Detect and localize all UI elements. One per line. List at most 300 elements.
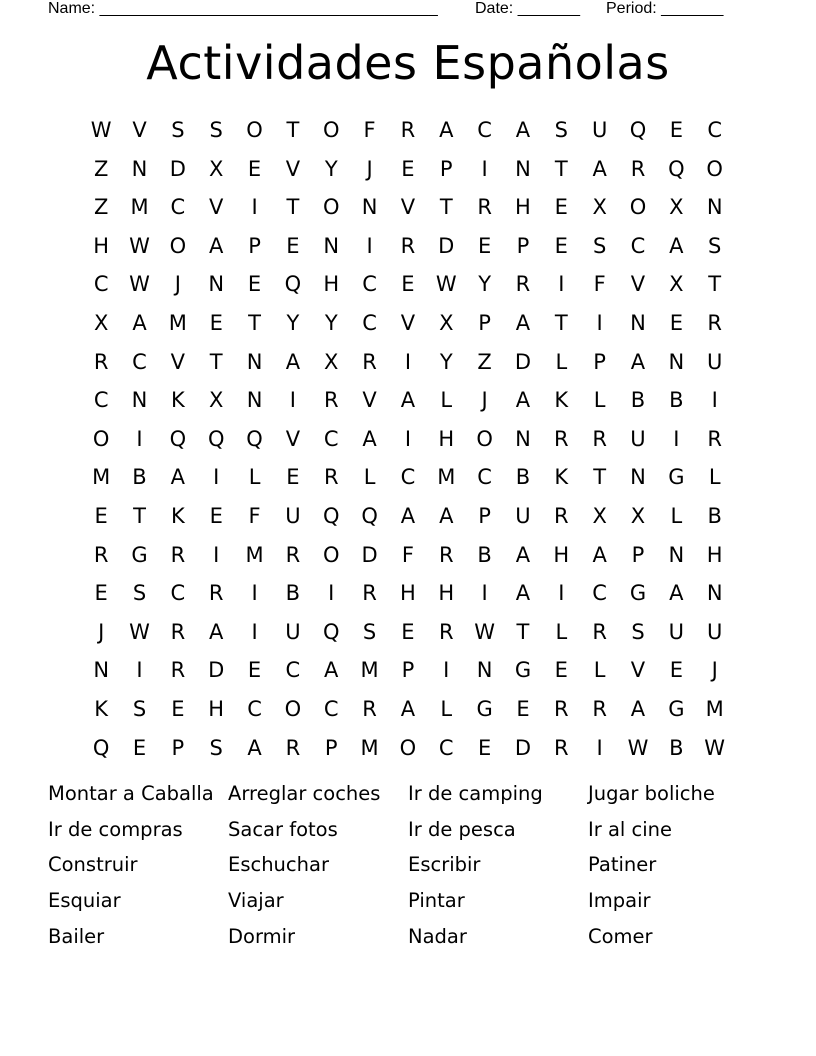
grid-letter[interactable]: C [170, 195, 186, 220]
grid-letter[interactable]: T [516, 619, 530, 644]
grid-letter[interactable]: R [170, 658, 186, 683]
grid-letter[interactable]: E [477, 735, 492, 760]
grid-letter[interactable]: P [593, 349, 606, 374]
grid-letter[interactable]: X [630, 503, 646, 528]
grid-letter[interactable]: A [362, 426, 377, 451]
grid-letter[interactable]: V [170, 349, 186, 374]
grid-letter[interactable]: H [400, 581, 416, 606]
grid-letter[interactable]: N [476, 658, 493, 683]
grid-letter[interactable]: R [554, 735, 569, 760]
grid-letter[interactable]: E [286, 233, 300, 258]
grid-letter[interactable]: E [401, 272, 415, 297]
grid-letter[interactable]: R [170, 619, 186, 644]
grid-row [82, 613, 734, 652]
grid-letter[interactable]: E [132, 735, 147, 760]
grid-letter[interactable]: E [401, 619, 415, 644]
grid-letter[interactable]: C [630, 233, 646, 258]
grid-letter[interactable]: H [208, 696, 225, 721]
grid-letter[interactable]: C [707, 118, 722, 142]
grid-letter[interactable]: Q [169, 426, 187, 451]
grid-letter[interactable]: O [322, 195, 340, 220]
grid-letter[interactable]: G [668, 696, 685, 721]
grid-letter[interactable]: H [438, 426, 455, 451]
grid-letter[interactable]: Z [93, 156, 109, 181]
grid-letter[interactable]: R [93, 349, 109, 374]
grid-letter[interactable]: A [209, 619, 224, 644]
grid-letter[interactable]: I [673, 426, 680, 451]
grid-letter[interactable]: E [516, 696, 530, 721]
grid-letter[interactable]: T [286, 118, 300, 142]
grid-letter[interactable]: W [129, 619, 150, 644]
grid-letter[interactable]: I [136, 658, 143, 683]
grid-letter[interactable]: U [285, 619, 301, 644]
grid-letter[interactable]: O [284, 696, 302, 721]
grid-letter[interactable]: O [169, 233, 187, 258]
grid-letter[interactable]: O [322, 118, 340, 142]
grid-letter[interactable]: G [668, 465, 685, 490]
grid-letter[interactable]: C [285, 658, 301, 683]
grid-letter[interactable]: C [132, 349, 147, 374]
grid-letter[interactable]: O [92, 426, 110, 451]
grid-letter[interactable]: D [361, 542, 378, 567]
grid-letter[interactable]: Y [478, 272, 492, 297]
grid-letter[interactable]: O [706, 156, 723, 181]
grid-letter[interactable]: A [439, 118, 454, 142]
grid-letter[interactable]: R [554, 426, 569, 451]
grid-letter[interactable]: R [592, 426, 607, 451]
grid-letter[interactable]: R [554, 503, 569, 528]
grid-letter[interactable]: N [706, 581, 723, 606]
grid-letter[interactable]: G [476, 696, 493, 721]
grid-letter[interactable]: R [400, 233, 416, 258]
grid-letter[interactable]: N [515, 156, 531, 181]
grid-letter[interactable]: C [93, 388, 109, 413]
grid-letter[interactable]: A [439, 503, 454, 528]
grid-letter[interactable]: W [627, 735, 649, 760]
grid-letter[interactable]: V [285, 426, 301, 451]
grid-letter[interactable]: R [170, 542, 186, 567]
grid-letter[interactable]: H [515, 195, 531, 220]
grid-letter[interactable]: V [209, 195, 224, 220]
date-field-label[interactable]: Date: _______ [475, 0, 580, 17]
grid-letter[interactable]: S [132, 696, 147, 721]
grid-letter[interactable]: I [213, 465, 220, 490]
grid-letter[interactable]: A [592, 156, 607, 181]
grid-letter[interactable]: I [558, 272, 565, 297]
grid-letter[interactable]: A [515, 310, 531, 335]
grid-letter[interactable]: Q [92, 735, 110, 760]
grid-letter[interactable]: B [132, 465, 147, 490]
grid-letter[interactable]: M [92, 465, 111, 490]
grid-letter[interactable]: N [246, 388, 263, 413]
grid-letter[interactable]: V [362, 388, 377, 413]
grid-letter[interactable]: C [170, 581, 186, 606]
grid-letter[interactable]: A [515, 388, 531, 413]
grid-letter[interactable]: R [400, 118, 416, 142]
grid-letter[interactable]: R [323, 388, 339, 413]
grid-letter[interactable]: P [516, 233, 530, 258]
grid-letter[interactable]: D [169, 156, 186, 181]
word-list-item: Montar a Caballa [48, 782, 214, 805]
grid-letter[interactable]: R [362, 696, 377, 721]
grid-letter[interactable]: Y [286, 310, 300, 335]
grid-letter[interactable]: U [706, 619, 723, 644]
grid-letter[interactable]: A [400, 388, 416, 413]
grid-letter[interactable]: X [209, 388, 224, 413]
grid-letter[interactable]: M [245, 542, 264, 567]
grid-letter[interactable]: D [438, 233, 455, 258]
grid-letter[interactable]: F [593, 272, 606, 297]
grid-letter[interactable]: A [170, 465, 186, 490]
grid-letter[interactable]: C [592, 581, 607, 606]
grid-letter[interactable]: A [669, 233, 684, 258]
grid-letter[interactable]: D [208, 658, 225, 683]
grid-letter[interactable]: W [129, 233, 150, 258]
grid-letter[interactable]: I [213, 542, 220, 567]
grid-letter[interactable]: E [554, 658, 568, 683]
grid-letter[interactable]: K [170, 503, 185, 528]
grid-letter[interactable]: B [707, 503, 722, 528]
grid-letter[interactable]: Z [477, 349, 492, 374]
grid-letter[interactable]: B [515, 465, 531, 490]
grid-letter[interactable]: S [631, 619, 645, 644]
grid-letter[interactable]: X [93, 310, 109, 335]
grid-letter[interactable]: C [247, 696, 262, 721]
grid-letter[interactable]: H [93, 233, 110, 258]
grid-letter[interactable]: E [247, 658, 262, 683]
grid-letter[interactable]: N [630, 310, 646, 335]
grid-letter[interactable]: L [555, 619, 568, 644]
grid-letter[interactable]: S [132, 581, 147, 606]
grid-letter[interactable]: Q [668, 156, 685, 181]
grid-letter[interactable]: N [131, 156, 148, 181]
grid-letter[interactable]: I [251, 581, 258, 606]
grid-letter[interactable]: L [248, 465, 261, 490]
grid-letter[interactable]: X [439, 310, 454, 335]
grid-letter[interactable]: A [515, 581, 531, 606]
grid-letter[interactable]: S [708, 233, 722, 258]
grid-letter[interactable]: J [174, 272, 181, 297]
grid-letter[interactable]: Q [322, 503, 340, 528]
grid-letter[interactable]: K [94, 696, 109, 721]
grid-letter[interactable]: R [285, 542, 301, 567]
grid-letter[interactable]: H [553, 542, 570, 567]
grid-letter[interactable]: E [669, 310, 683, 335]
grid-letter[interactable]: V [285, 156, 301, 181]
grid-letter[interactable]: B [285, 581, 301, 606]
grid-letter[interactable]: M [705, 696, 724, 721]
grid-letter[interactable]: W [435, 272, 457, 297]
grid-letter[interactable]: Q [629, 118, 647, 142]
grid-letter[interactable]: Y [324, 310, 338, 335]
grid-letter[interactable]: H [323, 272, 340, 297]
grid-letter[interactable]: N [361, 195, 378, 220]
grid-letter[interactable]: R [554, 696, 569, 721]
grid-letter[interactable]: S [554, 118, 568, 142]
grid-letter[interactable]: E [477, 233, 492, 258]
grid-letter[interactable]: S [592, 233, 607, 258]
grid-letter[interactable]: Q [361, 503, 378, 528]
grid-letter[interactable]: N [630, 465, 646, 490]
grid-letter[interactable]: D [514, 735, 532, 760]
grid-letter[interactable]: Q [284, 272, 302, 297]
grid-letter[interactable]: U [706, 349, 723, 374]
grid-letter[interactable]: R [515, 272, 531, 297]
grid-letter[interactable]: S [171, 118, 185, 142]
grid-letter[interactable]: I [251, 619, 258, 644]
grid-letter[interactable]: T [554, 310, 568, 335]
grid-letter[interactable]: E [247, 156, 262, 181]
grid-letter[interactable]: O [399, 735, 417, 760]
grid-letter[interactable]: I [711, 388, 718, 413]
grid-letter[interactable]: C [93, 272, 109, 297]
grid-letter[interactable]: E [554, 195, 568, 220]
grid-letter[interactable]: W [129, 272, 150, 297]
grid-letter[interactable]: M [168, 310, 187, 335]
grid-letter[interactable]: T [209, 349, 223, 374]
grid-letter[interactable]: J [366, 156, 373, 181]
grid-letter[interactable]: L [593, 658, 606, 683]
grid-letter[interactable]: I [366, 233, 373, 258]
grid-letter[interactable]: J [98, 619, 105, 644]
grid-letter[interactable]: S [209, 735, 223, 760]
grid-letter[interactable]: T [554, 156, 568, 181]
grid-letter[interactable]: J [711, 658, 718, 683]
grid-letter[interactable]: C [477, 118, 492, 142]
grid-letter[interactable]: C [400, 465, 416, 490]
grid-letter[interactable]: R [362, 349, 377, 374]
grid-letter[interactable]: A [324, 658, 339, 683]
grid-letter[interactable]: F [401, 542, 414, 567]
grid-letter[interactable]: M [360, 658, 379, 683]
grid-letter[interactable]: X [669, 272, 684, 297]
grid-letter[interactable]: Z [93, 195, 109, 220]
grid-letter[interactable]: Q [246, 426, 263, 451]
grid-letter[interactable]: J [481, 388, 488, 413]
grid-letter[interactable]: K [554, 465, 569, 490]
grid-letter[interactable]: V [400, 195, 416, 220]
grid-letter[interactable]: I [481, 156, 488, 181]
grid-letter[interactable]: V [630, 658, 646, 683]
grid-letter[interactable]: T [248, 310, 261, 335]
grid-letter[interactable]: E [209, 310, 223, 335]
grid-letter[interactable]: E [669, 658, 683, 683]
grid-letter[interactable]: P [401, 658, 415, 683]
grid-letter[interactable]: P [439, 156, 453, 181]
grid-letter[interactable]: R [362, 581, 377, 606]
grid-letter[interactable]: N [668, 349, 685, 374]
grid-letter[interactable]: E [286, 465, 300, 490]
grid-letter[interactable]: E [94, 581, 108, 606]
grid-letter[interactable]: A [132, 310, 147, 335]
grid-letter[interactable]: V [132, 118, 147, 142]
grid-letter[interactable]: N [323, 233, 340, 258]
grid-letter[interactable]: R [592, 619, 607, 644]
grid-row [82, 690, 734, 729]
grid-letter[interactable]: N [208, 272, 225, 297]
grid-letter[interactable]: X [669, 195, 684, 220]
grid-letter[interactable]: I [558, 581, 565, 606]
grid-letter[interactable]: A [400, 696, 416, 721]
grid-letter[interactable]: E [247, 272, 262, 297]
grid-letter[interactable]: I [404, 349, 412, 374]
grid-letter[interactable]: I [328, 581, 335, 606]
grid-letter[interactable]: I [136, 426, 143, 451]
grid-letter[interactable]: E [171, 696, 185, 721]
grid-letter[interactable]: E [94, 503, 108, 528]
grid-letter[interactable]: A [285, 349, 301, 374]
grid-letter[interactable]: C [477, 465, 492, 490]
grid-letter[interactable]: A [515, 118, 531, 142]
grid-letter[interactable]: C [362, 310, 377, 335]
grid-letter[interactable]: M [130, 195, 149, 220]
grid-letter[interactable]: S [362, 619, 377, 644]
grid-letter[interactable]: A [247, 735, 262, 760]
period-field-label[interactable]: Period: _______ [606, 0, 724, 17]
grid-letter[interactable]: E [554, 233, 568, 258]
grid-letter[interactable]: U [515, 503, 531, 528]
grid-letter[interactable]: N [706, 195, 723, 220]
grid-letter[interactable]: A [515, 542, 531, 567]
grid-letter[interactable]: Q [322, 619, 340, 644]
grid-letter[interactable]: P [478, 310, 491, 335]
grid-letter[interactable]: E [401, 156, 415, 181]
grid-letter[interactable]: A [400, 503, 416, 528]
grid-letter[interactable]: C [323, 426, 339, 451]
grid-letter[interactable]: P [478, 503, 491, 528]
grid-letter[interactable]: I [251, 195, 258, 220]
grid-letter[interactable]: R [477, 195, 492, 220]
grid-letter[interactable]: L [670, 503, 683, 528]
grid-letter[interactable]: U [285, 503, 301, 528]
grid-letter[interactable]: B [630, 388, 646, 413]
grid-letter[interactable]: K [170, 388, 185, 413]
grid-letter[interactable]: X [592, 195, 607, 220]
grid-letter[interactable]: O [476, 426, 493, 451]
grid-letter[interactable]: H [438, 581, 455, 606]
grid-letter[interactable]: N [246, 349, 263, 374]
grid-letter[interactable]: L [708, 465, 721, 490]
grid-letter[interactable]: C [362, 272, 377, 297]
grid-letter[interactable]: R [707, 426, 722, 451]
grid-letter[interactable]: N [93, 658, 110, 683]
grid-letter[interactable]: N [131, 388, 148, 413]
grid-letter[interactable]: B [477, 542, 492, 567]
grid-letter[interactable]: S [209, 118, 223, 142]
grid-row [82, 111, 734, 150]
grid-letter[interactable]: D [514, 349, 532, 374]
grid-letter[interactable]: T [439, 195, 453, 220]
grid-letter[interactable]: X [592, 503, 607, 528]
grid-letter[interactable]: K [554, 388, 569, 413]
grid-letter[interactable]: I [404, 426, 412, 451]
grid-letter[interactable]: R [630, 156, 646, 181]
grid-letter[interactable]: F [363, 118, 376, 142]
grid-letter[interactable]: W [474, 619, 495, 644]
grid-letter[interactable]: A [630, 696, 646, 721]
grid-letter[interactable]: T [133, 503, 146, 528]
grid-letter[interactable]: I [596, 310, 603, 335]
grid-letter[interactable]: R [707, 310, 722, 335]
grid-letter[interactable]: B [669, 735, 684, 760]
grid-letter[interactable]: Q [207, 426, 225, 451]
grid-letter[interactable]: T [286, 195, 300, 220]
grid-letter[interactable]: P [248, 233, 261, 258]
grid-letter[interactable]: R [285, 735, 301, 760]
grid-letter[interactable]: L [440, 388, 453, 413]
grid-letter[interactable]: B [669, 388, 684, 413]
word-list-item: Ir de camping [408, 782, 543, 805]
grid-letter[interactable]: P [324, 735, 338, 760]
grid-letter[interactable]: R [93, 542, 109, 567]
grid-letter[interactable]: G [629, 581, 647, 606]
grid-letter[interactable]: V [630, 272, 646, 297]
grid-letter[interactable]: E [209, 503, 223, 528]
grid-row [82, 150, 734, 189]
grid-letter[interactable]: P [171, 735, 185, 760]
grid-letter[interactable]: O [322, 542, 340, 567]
grid-letter[interactable]: G [131, 542, 148, 567]
grid-letter[interactable]: N [515, 426, 531, 451]
grid-letter[interactable]: G [514, 658, 532, 683]
grid-letter[interactable]: X [324, 349, 339, 374]
grid-letter[interactable]: R [323, 465, 339, 490]
grid-letter[interactable]: R [208, 581, 224, 606]
grid-row [82, 458, 734, 497]
grid-letter[interactable]: I [596, 735, 603, 760]
name-field-label[interactable]: Name: ______________________________________ [48, 0, 438, 17]
grid-letter[interactable]: O [246, 118, 263, 142]
grid-letter[interactable]: L [440, 696, 453, 721]
grid-letter[interactable]: F [248, 503, 261, 528]
grid-letter[interactable]: O [629, 195, 647, 220]
grid-letter[interactable]: Y [324, 156, 338, 181]
grid-letter[interactable]: L [363, 465, 376, 490]
grid-letter[interactable]: I [481, 581, 488, 606]
grid-letter[interactable]: I [289, 388, 296, 413]
grid-letter[interactable]: C [438, 735, 454, 760]
grid-letter[interactable]: T [708, 272, 722, 297]
grid-letter[interactable]: W [90, 118, 112, 142]
grid-letter[interactable]: P [631, 542, 645, 567]
grid-letter[interactable]: R [438, 619, 454, 644]
grid-letter[interactable]: Y [439, 349, 453, 374]
grid-letter[interactable]: U [630, 426, 646, 451]
grid-letter[interactable]: R [592, 696, 607, 721]
grid-letter[interactable]: A [592, 542, 607, 567]
grid-letter[interactable]: T [593, 465, 607, 490]
grid-letter[interactable]: W [704, 735, 726, 760]
grid-letter[interactable]: V [400, 310, 416, 335]
grid-letter[interactable]: C [323, 696, 339, 721]
grid-row [82, 536, 734, 575]
grid-letter[interactable]: L [593, 388, 606, 413]
grid-letter[interactable]: A [669, 581, 684, 606]
grid-letter[interactable]: U [668, 619, 685, 644]
grid-letter[interactable]: H [706, 542, 723, 567]
grid-letter[interactable]: M [437, 465, 456, 490]
grid-letter[interactable]: L [555, 349, 568, 374]
grid-letter[interactable]: U [591, 118, 608, 142]
grid-letter[interactable]: E [669, 118, 683, 142]
grid-letter[interactable]: A [630, 349, 646, 374]
grid-letter[interactable]: R [438, 542, 454, 567]
grid-letter[interactable]: N [668, 542, 685, 567]
grid-letter[interactable]: I [443, 658, 450, 683]
grid-letter[interactable]: M [360, 735, 379, 760]
grid-letter[interactable]: X [209, 156, 224, 181]
grid-letter[interactable]: A [209, 233, 224, 258]
